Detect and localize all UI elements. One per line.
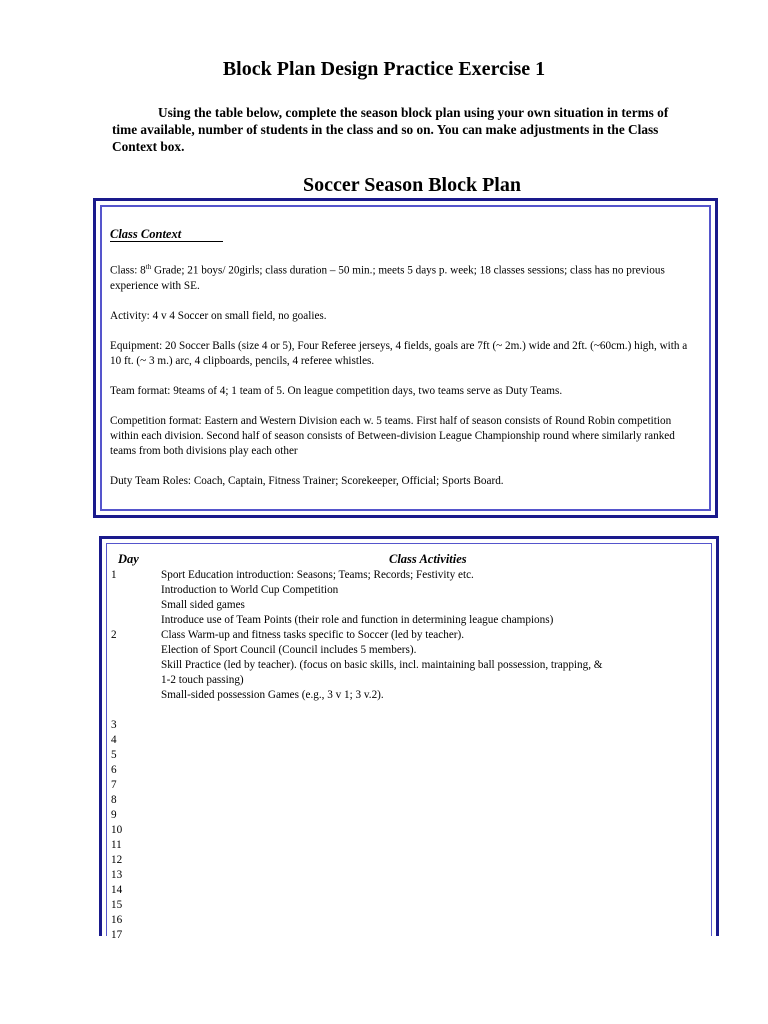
class-activities-table (99, 536, 719, 941)
competition-format-info: Competition format: Eastern and Western Division each w. 5 teams. First half of season consists of Round Robin competition within each division. Second half of season consists of Between-division League Championship round where similarly ranked teams from both divisions play each other (110, 414, 675, 457)
class-context-heading: Class Context (110, 227, 223, 242)
table-row (111, 898, 711, 913)
duty-roles-info: Duty Team Roles: Coach, Captain, Fitness Trainer; Scorekeeper, Official; Sports Board. (110, 474, 504, 487)
class-context-box (93, 198, 718, 518)
class-info: Class: 8th Grade; 21 boys/ 20girls; class duration – 50 min.; meets 5 days p. week; 18 classes sessions; class has no previous experience with SE. (110, 263, 665, 292)
activity-item: Election of Sport Council (Council includes 5 members). (161, 644, 417, 656)
activity-item: Sport Education introduction: Seasons; Teams; Records; Festivity etc. (161, 569, 474, 581)
day-number: 11 (111, 839, 122, 851)
table-row (111, 853, 711, 868)
table-row (111, 628, 711, 643)
table-row (111, 598, 711, 613)
day-number: 17 (111, 929, 123, 941)
day-number: 3 (111, 719, 117, 731)
table-row (111, 763, 711, 778)
day-number: 8 (111, 794, 117, 806)
row-spacer (111, 703, 711, 718)
day-number: 4 (111, 734, 117, 746)
remaining-days-list (111, 718, 711, 943)
activity-item: Small-sided possession Games (e.g., 3 v 1; 3 v.2). (161, 689, 384, 701)
table-row (111, 778, 711, 793)
table-row (111, 568, 711, 583)
table-row (111, 823, 711, 838)
intro-text: Using the table below, complete the season block plan using your own situation in terms of time available, number of students in the class and so on. You can make adjustments in the Class Context box. (112, 105, 669, 154)
equipment-info: Equipment: 20 Soccer Balls (size 4 or 5), Four Referee jerseys, 4 fields, goals are 7ft (~ 2m.) wide and 2ft. (~60cm.) high, with a 10 ft. (~ 3 m.) arc, 4 clipboards, pencils, 4 referee whistles. (110, 339, 688, 367)
table-row (111, 748, 711, 763)
activity-item: Skill Practice (led by teacher). (focus on basic skills, incl. maintaining ball possession, trapping, & 1-2 touch passing) (161, 659, 603, 686)
intro-paragraph (112, 104, 672, 155)
activity-item: Small sided games (161, 599, 245, 611)
day-column-header: Day (118, 552, 139, 566)
activity-item: Introduction to World Cup Competition (161, 584, 339, 596)
table-row (111, 883, 711, 898)
day-number: 13 (111, 869, 123, 881)
table-row (111, 913, 711, 928)
table-row (111, 688, 711, 703)
day-number: 1 (111, 569, 117, 581)
day-number: 5 (111, 749, 117, 761)
day-number: 16 (111, 914, 123, 926)
table-row (111, 613, 711, 628)
table-row (111, 793, 711, 808)
table-row (111, 808, 711, 823)
team-format-info: Team format: 9teams of 4; 1 team of 5. On league competition days, two teams serve as Duty Teams. (110, 384, 563, 397)
class-context-inner (100, 205, 711, 511)
activity-item: Class Warm-up and fitness tasks specific to Soccer (led by teacher). (161, 629, 465, 641)
activity-rows (111, 568, 711, 943)
activities-column-header: Class Activities (389, 552, 467, 566)
activity-info: Activity: 4 v 4 Soccer on small field, no goalies. (110, 309, 327, 322)
block-plan-title: Soccer Season Block Plan (303, 174, 521, 196)
day-number: 6 (111, 764, 117, 776)
table-row (111, 658, 711, 688)
day-number: 14 (111, 884, 123, 896)
table-row (111, 733, 711, 748)
day-number: 2 (111, 629, 117, 641)
day-number: 10 (111, 824, 123, 836)
table-row (111, 928, 711, 943)
table-row (111, 868, 711, 883)
day-number: 12 (111, 854, 123, 866)
day-number: 7 (111, 779, 117, 791)
table-row (111, 718, 711, 733)
class-activities-inner (106, 543, 712, 941)
activity-item: Introduce use of Team Points (their role and function in determining league champions) (161, 614, 554, 626)
table-row (111, 838, 711, 853)
day-number: 9 (111, 809, 117, 821)
page-title: Block Plan Design Practice Exercise 1 (222, 58, 546, 80)
day-number: 15 (111, 899, 123, 911)
table-row (111, 583, 711, 598)
table-row (111, 643, 711, 658)
